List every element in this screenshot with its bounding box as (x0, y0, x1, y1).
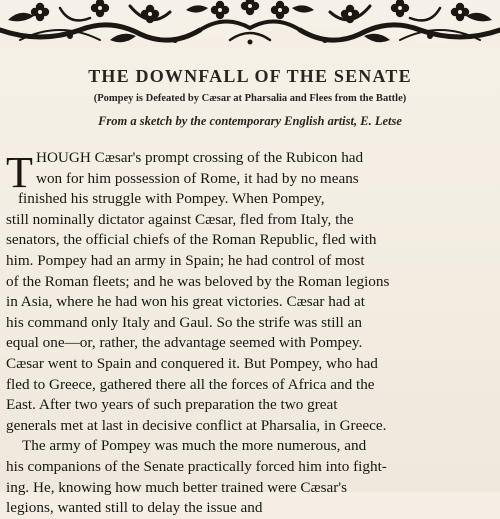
article-body (6, 148, 494, 519)
body-line: senators, the official chiefs of the Roman Republic, fled with (6, 231, 377, 249)
illustration-credit (0, 114, 500, 129)
body-line: his companions of the Senate practically forced him into fight- (6, 457, 387, 475)
article-title: THE DOWNFALL OF THE SENATE (88, 66, 412, 86)
body-line: legions, wanted still to delay the issue and (6, 499, 263, 517)
body-line: him. Pompey had an army in Spain; he had control of most (6, 251, 365, 269)
body-line: his command only Italy and Gaul. So the strife was still an (6, 313, 363, 331)
body-line: East. After two years of such preparation the two great (6, 396, 338, 414)
drop-cap-letter: T (6, 148, 33, 197)
art-nouveau-floral-header-ornament (0, 0, 500, 48)
body-line: HOUGH Cæsar's prompt crossing of the Rubicon had (36, 149, 364, 166)
body-line: fled to Greece, gathered there all the forces of Africa and the (6, 375, 375, 393)
body-line: The army of Pompey was much the more numerous, and (22, 437, 367, 455)
body-line: won for him possession of Rome, it had by no means (36, 169, 359, 187)
body-line: finished his struggle with Pompey. When Pompey, (18, 190, 325, 208)
article-subtitle: (Pompey is Defeated by Cæsar at Pharsalia and Flees from the Battle) (93, 93, 407, 104)
body-line: of the Roman fleets; and he was beloved by the Roman legions (6, 272, 390, 290)
body-line: in Asia, where he had won his great victories. Cæsar had at (6, 293, 365, 311)
body-line: generals met at last in decisive conflict at Pharsalia, in Greece. (6, 416, 387, 434)
body-line: equal one—or, rather, the advantage seemed with Pompey. (6, 334, 363, 352)
body-line: ing. He, knowing how much better trained were Cæsar's (6, 478, 347, 496)
body-line: still nominally dictator against Cæsar, fled from Italy, the (6, 210, 354, 228)
credit-artist: E. Letse (360, 114, 402, 128)
credit-prefix: From a sketch by the contemporary English artist, (98, 114, 358, 128)
body-line: Cæsar went to Spain and conquered it. But Pompey, who had (6, 354, 378, 372)
